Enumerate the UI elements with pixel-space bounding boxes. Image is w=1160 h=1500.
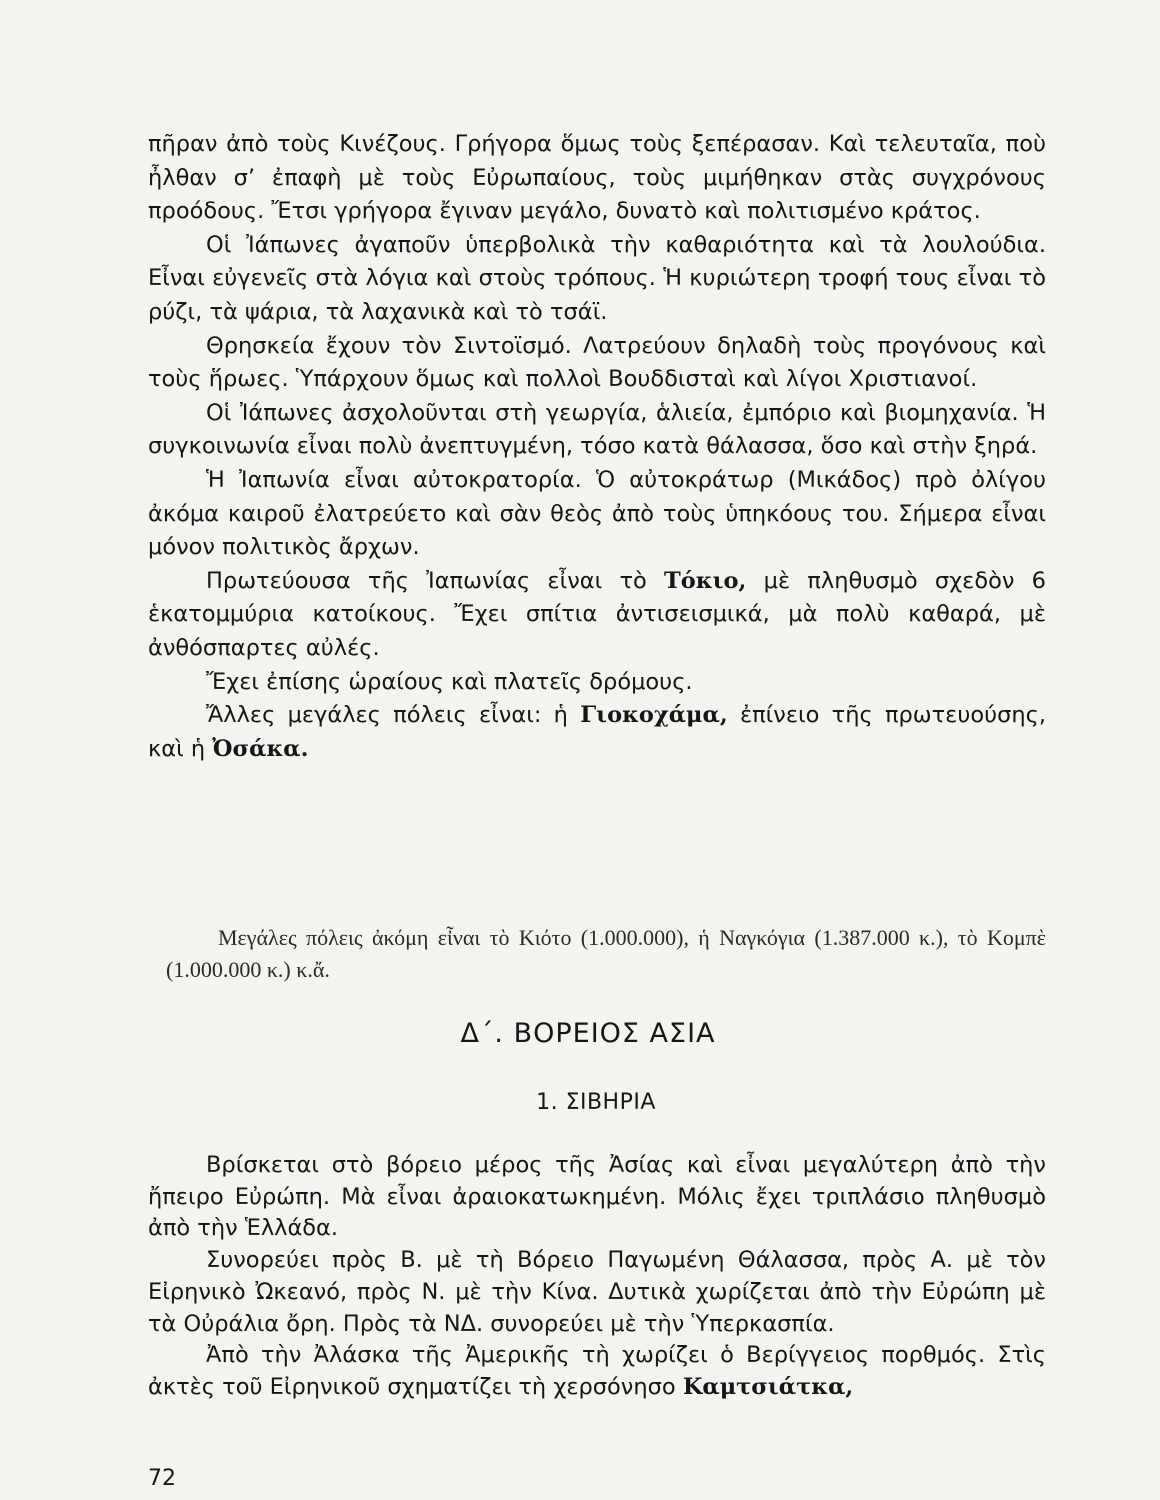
small-print-note	[166, 922, 1046, 986]
japan-text-block	[148, 128, 1046, 766]
paragraph: Βρίσκεται στὸ βόρειο μέρος τῆς Ἀσίας καὶ εἶναι μεγαλύτερη ἀπὸ τὴν ἤπειρο Εὐρώπη. Μὰ εἶναι ἀραιοκατωκημένη. Μόλις ἔχει τριπλάσιο πληθυσμὸ ἀπὸ τὴν Ἑλλάδα.	[148, 1152, 1046, 1242]
paragraph: Θρησκεία ἔχουν τὸν Σιντοϊσμό. Λατρεύουν δηλαδὴ τοὺς προγόνους καὶ τοὺς ἥρωες. Ὑπάρχουν ὅμως καὶ πολλοὶ Βουδδισταὶ καὶ λίγοι Χριστιανοί.	[148, 332, 1046, 393]
bold-term-yokohama: Γιοκοχάμα,	[580, 702, 728, 729]
paragraph: Ἡ Ἰαπωνία εἶναι αὐτοκρατορία. Ὁ αὐτοκράτωρ (Μικάδος) πρὸ ὀλίγου ἀκόμα καιροῦ ἐλατρεύετο καὶ σὰν θεὸς ἀπὸ τοὺς ὑπηκόους του. Σήμερα εἶναι μόνον πολιτικὸς ἄρχων.	[148, 466, 1046, 561]
paragraph-last	[148, 1340, 1046, 1403]
paragraph-cities	[148, 699, 1046, 766]
text-run: Ἀπὸ τὴν Ἀλάσκα τῆς Ἀμερικῆς τὴ χωρίζει ὁ Βερίγγειος πορθμός. Στὶς ἀκτὲς τοῦ Εἰρηνικοῦ σχηματίζει τὴ χερσόνησο	[148, 1342, 1046, 1400]
paragraph: Οἱ Ἰάπωνες ἀγαποῦν ὑπερβολικὰ τὴν καθαριότητα καὶ τὰ λουλούδια. Εἶναι εὐγενεῖς στὰ λόγια καὶ στοὺς τρόπους. Ἡ κυριώτερη τροφή τους εἶναι τὸ ρύζι, τὰ ψάρια, τὰ λαχανικὰ καὶ τὸ τσάϊ.	[148, 231, 1046, 325]
page-number: 72	[148, 1466, 176, 1491]
section-heading: Δ΄. ΒΟΡΕΙΟΣ ΑΣΙΑ	[460, 1018, 716, 1049]
note-text: Μεγάλες πόλεις ἀκόμη εἶναι τὸ Κιότο (1.000.000), ἡ Ναγκόγια (1.387.000 κ.), τὸ Κομπὲ (1.000.000 κ.) κ.ἄ.	[166, 925, 1046, 982]
paragraph: Οἱ Ἰάπωνες ἀσχολοῦνται στὴ γεωργία, ἁλιεία, ἐμπόριο καὶ βιομηχανία. Ἡ συγκοινωνία εἶναι πολὺ ἀνεπτυγμένη, τόσο κατὰ θάλασσα, ὅσο καὶ στὴν ξηρά.	[148, 399, 1046, 460]
text-run: Ἄλλες μεγάλες πόλεις εἶναι: ἡ	[206, 702, 581, 729]
subsection-heading: 1. ΣΙΒΗΡΙΑ	[536, 1090, 656, 1115]
paragraph: Συνορεύει πρὸς Β. μὲ τὴ Βόρειο Παγωμένη Θάλασσα, πρὸς Α. μὲ τὸν Εἰρηνικὸ Ὠκεανό, πρὸς Ν. μὲ τὴν Κίνα. Δυτικὰ χωρίζεται ἀπὸ τὴν Εὐρώπη μὲ τὰ Οὐράλια ὄρη. Πρὸς τὰ ΝΔ. συνορεύει μὲ τὴν Ὑπερκασπία.	[148, 1247, 1046, 1337]
paragraph-tokyo	[148, 565, 1046, 666]
bold-term-tokyo: Τόκιο,	[664, 567, 747, 594]
paragraph: Ἔχει ἐπίσης ὡραίους καὶ πλατεῖς δρόμους.	[206, 668, 693, 695]
paragraph: πῆραν ἀπὸ τοὺς Κινέζους. Γρήγορα ὅμως τοὺς ξεπέρασαν. Καὶ τελευταῖα, ποὺ ἦλθαν σ’ ἐπαφὴ μὲ τοὺς Εὐρωπαίους, τοὺς μιμήθηκαν στὰς συγχρόνους προόδους. Ἔτσι γρήγορα ἔγιναν μεγάλο, δυνατὸ καὶ πολιτισμένο κράτος.	[148, 131, 1046, 225]
siberia-text-block	[148, 1150, 1046, 1404]
text-run: μὲ πληθυσμὸ σχεδὸν 6 ἑκατομμύρια κατοίκους. Ἔχει σπίτια ἀντισεισμικά, μὰ πολὺ καθαρά, μὲ ἀνθόσπαρτες αὐλές.	[148, 567, 1046, 661]
text-run: ἐπίνειο τῆς πρωτευούσης, καὶ ἡ	[148, 702, 1046, 762]
bold-term-osaka: Ὀσάκα.	[212, 735, 309, 762]
bold-term-kamchatka: Καμτσιάτκα,	[682, 1373, 854, 1400]
text-run: Πρωτεύουσα τῆς Ἰαπωνίας εἶναι τὸ	[206, 567, 665, 594]
